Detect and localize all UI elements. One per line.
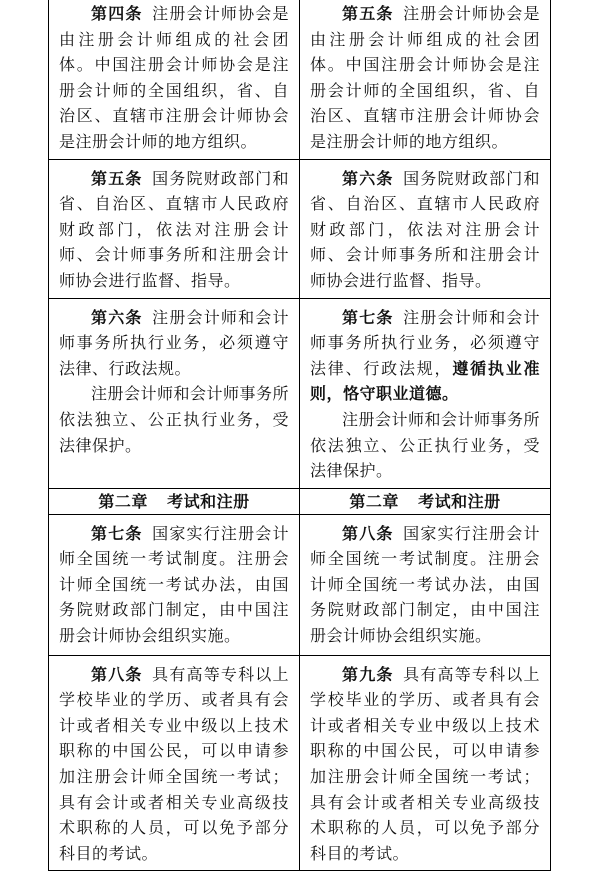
old-chapter-cell (49, 488, 300, 514)
article-number: 第六条 (342, 168, 394, 188)
article-text: 国家实行注册会计师全国统一考试制度。注册会计师全国统一考试办法，由国务院财政部门制定，由中国注册会计师协会组织实施。 (59, 523, 289, 646)
article-text: 注册会计师和会计师事务所依法独立、公正执行业务，受法律保护。 (310, 409, 541, 481)
chapter-heading-row (49, 488, 551, 514)
paragraph (310, 521, 540, 649)
article-number: 第七条 (342, 307, 394, 327)
article-text: 注册会计师协会是由注册会计师组成的社会团体。中国注册会计师协会是注册会计师的全国组织，省、自治区、直辖市注册会计师协会是注册会计师的地方组织。 (59, 4, 289, 151)
paragraph (310, 1, 540, 155)
article-number: 第四条 (91, 4, 143, 23)
article-number: 第五条 (91, 168, 143, 188)
table-row (49, 298, 551, 488)
new-text-cell (300, 514, 551, 655)
article-text: 国家实行注册会计师全国统一考试制度。注册会计师全国统一考试办法，由国务院财政部门制定，由中国注册会计师协会组织实施。 (310, 523, 540, 646)
paragraph (310, 166, 540, 294)
old-text-cell (49, 159, 300, 298)
article-text: 注册会计师协会是由注册会计师组成的社会团体。中国注册会计师协会是注册会计师的全国组织，省、自治区、直辖市注册会计师协会是注册会计师的地方组织。 (310, 4, 540, 151)
old-text-cell (49, 0, 300, 159)
paragraph (310, 407, 540, 484)
chapter-title: 考试和注册 (418, 491, 501, 511)
article-number: 第九条 (342, 664, 394, 684)
paragraph (59, 305, 289, 382)
new-text-cell (300, 0, 551, 159)
old-text-cell (49, 655, 300, 871)
paragraph (310, 662, 540, 867)
table-row (49, 655, 551, 871)
paragraph (59, 521, 289, 649)
law-comparison-table (48, 0, 551, 871)
article-text: 国务院财政部门和省、自治区、直辖市人民政府财政部门，依法对注册会计师、会计师事务所和注册会计师协会进行监督、指导。 (310, 168, 540, 290)
new-chapter-cell (300, 488, 551, 514)
article-text: 注册会计师和会计师事务所执行业务，必须遵守法律、行政法规。 (59, 307, 289, 378)
article-number: 第六条 (91, 307, 143, 327)
article-text: 注册会计师和会计师事务所依法独立、公正执行业务，受法律保护。 (59, 384, 290, 455)
old-text-cell (49, 298, 300, 488)
old-text-cell (49, 514, 300, 655)
comparison-table-page (48, 0, 551, 871)
chapter-number: 第二章 (349, 491, 399, 511)
new-text-cell (300, 298, 551, 488)
chapter-title: 考试和注册 (167, 491, 250, 511)
article-text: 具有高等专科以上学校毕业的学历、或者具有会计或者相关专业中级以上技术职称的中国公民，可以申请参加注册会计师全国统一考试；具有会计或者相关专业高级技术职称的人员，可以免予部分科目的考试。 (310, 664, 540, 863)
chapter-number: 第二章 (98, 491, 148, 511)
article-number: 第八条 (91, 664, 143, 684)
paragraph (59, 1, 289, 155)
table-row (49, 0, 551, 159)
paragraph (59, 166, 289, 294)
new-text-cell (300, 655, 551, 871)
table-row (49, 159, 551, 298)
article-text: 具有高等专科以上学校毕业的学历、或者具有会计或者相关专业中级以上技术职称的中国公民，可以申请参加注册会计师全国统一考试；具有会计或者相关专业高级技术职称的人员，可以免予部分科目的考试。 (59, 664, 289, 863)
article-text: 注册会计师和会计师事务所执行业务，必须遵守法律、行政法规， (310, 307, 540, 378)
article-number: 第七条 (91, 523, 143, 543)
table-row (49, 514, 551, 655)
article-text: 国务院财政部门和省、自治区、直辖市人民政府财政部门，依法对注册会计师、会计师事务所和注册会计师协会进行监督、指导。 (59, 168, 289, 290)
amended-text-highlight: 遵循执业准则，恪守职业道德。 (310, 358, 540, 404)
paragraph (59, 381, 289, 458)
article-number: 第八条 (342, 523, 394, 543)
article-number: 第五条 (342, 4, 394, 23)
paragraph (310, 305, 540, 407)
paragraph (59, 662, 289, 867)
new-text-cell (300, 159, 551, 298)
